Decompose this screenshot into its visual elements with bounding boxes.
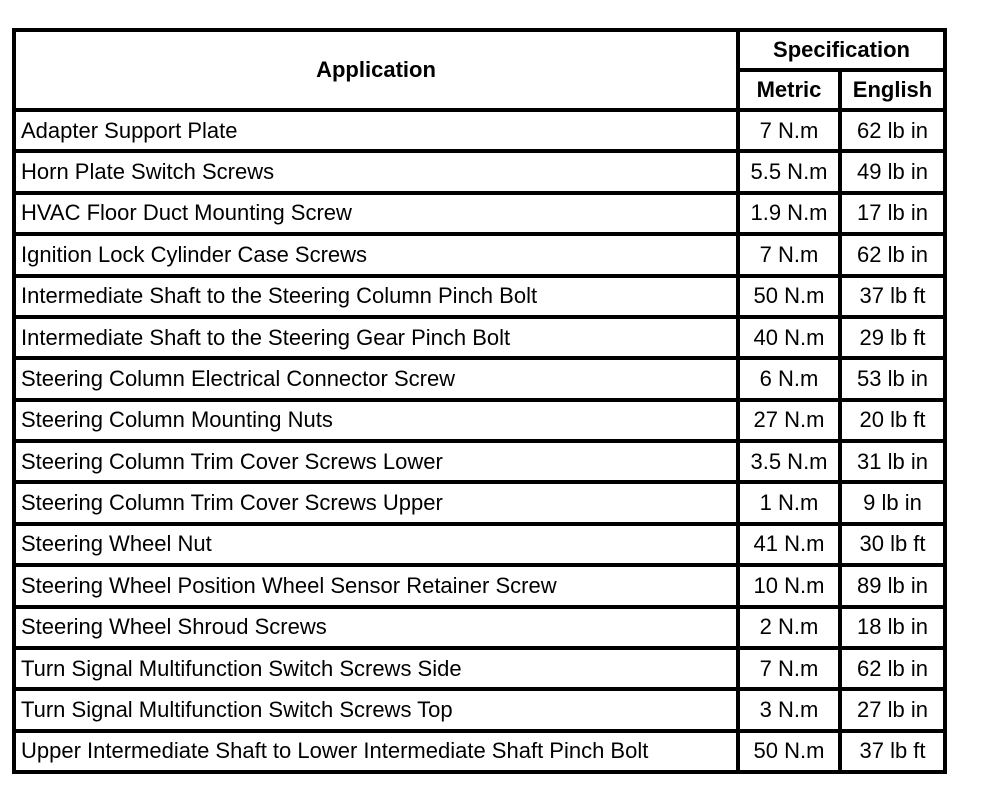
application-cell: Steering Column Electrical Connector Screw xyxy=(14,358,738,399)
table-row xyxy=(14,689,945,730)
application-cell: Adapter Support Plate xyxy=(14,110,738,151)
metric-value-cell: 1 N.m xyxy=(738,482,840,523)
application-cell: Turn Signal Multifunction Switch Screws Top xyxy=(14,689,738,730)
metric-value-cell: 7 N.m xyxy=(738,110,840,151)
table-row xyxy=(14,648,945,689)
metric-value-cell: 50 N.m xyxy=(738,276,840,317)
english-value-cell: 30 lb ft xyxy=(840,524,945,565)
application-cell: Steering Wheel Position Wheel Sensor Retainer Screw xyxy=(14,565,738,606)
metric-value-cell: 6 N.m xyxy=(738,358,840,399)
application-cell: Steering Column Trim Cover Screws Lower xyxy=(14,441,738,482)
application-cell: Steering Column Mounting Nuts xyxy=(14,400,738,441)
specification-column-header: Specification xyxy=(738,30,945,70)
english-value-cell: 27 lb in xyxy=(840,689,945,730)
fastener-torque-table xyxy=(12,28,947,774)
english-value-cell: 37 lb ft xyxy=(840,731,945,772)
application-cell: Steering Column Trim Cover Screws Upper xyxy=(14,482,738,523)
english-value-cell: 31 lb in xyxy=(840,441,945,482)
english-value-cell: 37 lb ft xyxy=(840,276,945,317)
table-body xyxy=(14,110,945,772)
table-row xyxy=(14,482,945,523)
application-cell: Intermediate Shaft to the Steering Gear Pinch Bolt xyxy=(14,317,738,358)
metric-value-cell: 7 N.m xyxy=(738,648,840,689)
metric-value-cell: 40 N.m xyxy=(738,317,840,358)
application-cell: Horn Plate Switch Screws xyxy=(14,151,738,192)
english-value-cell: 20 lb ft xyxy=(840,400,945,441)
metric-value-cell: 2 N.m xyxy=(738,607,840,648)
metric-value-cell: 41 N.m xyxy=(738,524,840,565)
table-row xyxy=(14,358,945,399)
table-row xyxy=(14,193,945,234)
english-value-cell: 62 lb in xyxy=(840,110,945,151)
table-row xyxy=(14,731,945,772)
english-value-cell: 53 lb in xyxy=(840,358,945,399)
table-row xyxy=(14,276,945,317)
metric-value-cell: 1.9 N.m xyxy=(738,193,840,234)
table-row xyxy=(14,317,945,358)
application-cell: Steering Wheel Nut xyxy=(14,524,738,565)
metric-value-cell: 10 N.m xyxy=(738,565,840,606)
english-value-cell: 9 lb in xyxy=(840,482,945,523)
header-row-top xyxy=(14,30,945,70)
english-value-cell: 62 lb in xyxy=(840,234,945,275)
metric-value-cell: 3 N.m xyxy=(738,689,840,730)
application-cell: Turn Signal Multifunction Switch Screws Side xyxy=(14,648,738,689)
metric-value-cell: 50 N.m xyxy=(738,731,840,772)
metric-value-cell: 5.5 N.m xyxy=(738,151,840,192)
table-header xyxy=(14,30,945,110)
metric-value-cell: 3.5 N.m xyxy=(738,441,840,482)
application-cell: HVAC Floor Duct Mounting Screw xyxy=(14,193,738,234)
table-row xyxy=(14,110,945,151)
table-row xyxy=(14,565,945,606)
table-row xyxy=(14,607,945,648)
english-value-cell: 18 lb in xyxy=(840,607,945,648)
english-value-cell: 29 lb ft xyxy=(840,317,945,358)
application-cell: Upper Intermediate Shaft to Lower Intermediate Shaft Pinch Bolt xyxy=(14,731,738,772)
table-row xyxy=(14,400,945,441)
application-cell: Ignition Lock Cylinder Case Screws xyxy=(14,234,738,275)
application-cell: Steering Wheel Shroud Screws xyxy=(14,607,738,648)
table-row xyxy=(14,441,945,482)
metric-value-cell: 27 N.m xyxy=(738,400,840,441)
table-row xyxy=(14,151,945,192)
metric-column-header: Metric xyxy=(738,70,840,110)
english-value-cell: 62 lb in xyxy=(840,648,945,689)
english-value-cell: 17 lb in xyxy=(840,193,945,234)
table-row xyxy=(14,524,945,565)
table-row xyxy=(14,234,945,275)
english-value-cell: 89 lb in xyxy=(840,565,945,606)
application-column-header: Application xyxy=(14,30,738,110)
application-cell: Intermediate Shaft to the Steering Column Pinch Bolt xyxy=(14,276,738,317)
english-value-cell: 49 lb in xyxy=(840,151,945,192)
english-column-header: English xyxy=(840,70,945,110)
metric-value-cell: 7 N.m xyxy=(738,234,840,275)
